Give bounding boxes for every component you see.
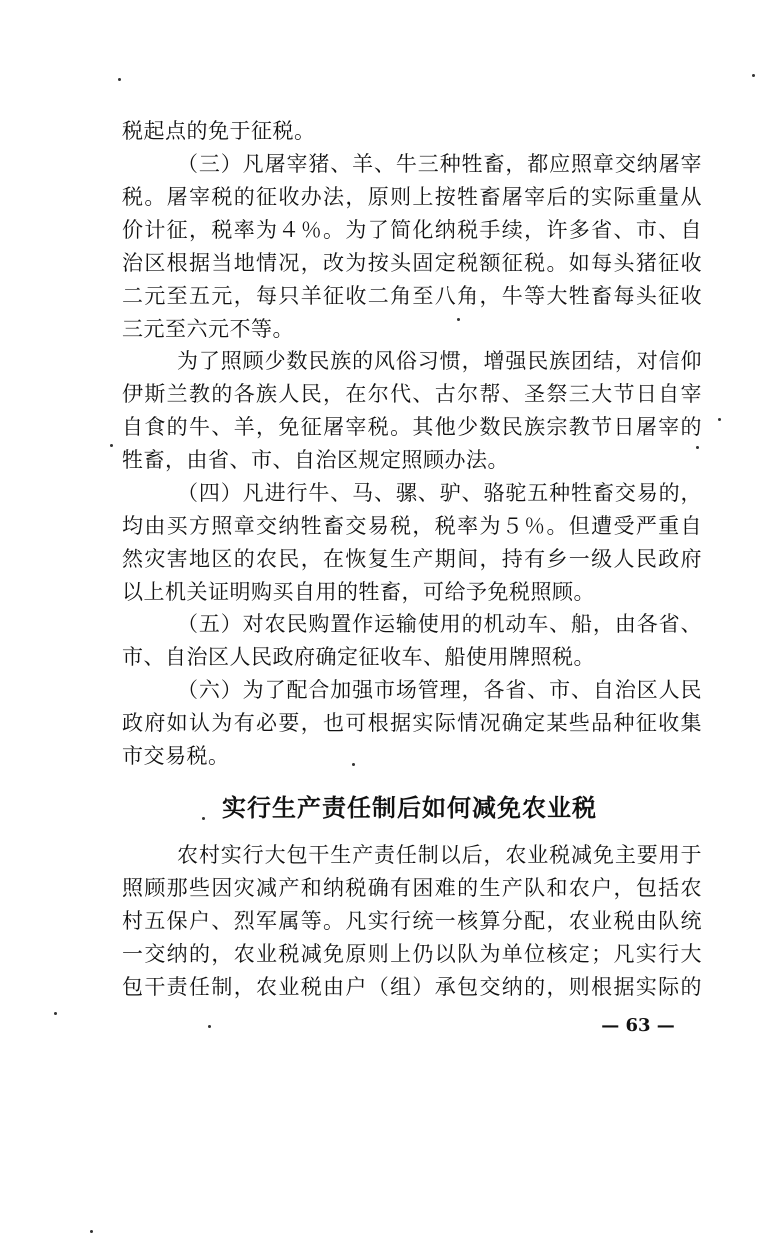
text-line: 以上机关证明购买自用的牲畜，可给予免税照顾。 [122, 580, 595, 604]
text-line: 政府如认为有必要，也可根据实际情况确定某些品种征收集 [122, 711, 702, 735]
text-line: 村五保户、烈军属等。凡实行统一核算分配，农业税由队统 [122, 909, 702, 933]
text-line: 治区根据当地情况，改为按头固定税额征税。如每头猪征收 [122, 251, 702, 275]
scan-speck [208, 1025, 211, 1028]
text-line: 三元至六元不等。 [122, 317, 294, 341]
scan-speck [752, 74, 755, 77]
text-line: 市交易税。 [122, 744, 230, 768]
scan-speck [54, 1012, 57, 1015]
text-line: （六）为了配合加强市场管理，各省、市、自治区人民 [177, 678, 702, 702]
section-heading: 实行生产责任制后如何减免农业税 [222, 793, 597, 822]
text-line: 伊斯兰教的各族人民，在尔代、古尔帮、圣祭三大节日自宰 [122, 382, 702, 406]
text-line: 税。屠宰税的征收办法，原则上按牲畜屠宰后的实际重量从 [122, 185, 702, 209]
text-line: 然灾害地区的农民，在恢复生产期间，持有乡一级人民政府 [122, 547, 702, 571]
text-line: （三）凡屠宰猪、羊、牛三种牲畜，都应照章交纳屠宰 [177, 152, 702, 176]
text-line: （五）对农民购置作运输使用的机动车、船，由各省、 [177, 612, 702, 636]
scan-speck [202, 817, 205, 820]
text-line: 农村实行大包干生产责任制以后，农业税减免主要用于 [177, 843, 702, 867]
text-line: 照顾那些因灾减产和纳税确有困难的生产队和农户，包括农 [122, 876, 702, 900]
text-line: 均由买方照章交纳牲畜交易税，税率为５％。但遭受严重自 [122, 514, 702, 538]
scan-speck [718, 418, 721, 421]
scan-speck [696, 446, 699, 449]
page-number: — 63 — [601, 1015, 675, 1036]
text-line: 税起点的免于征税。 [122, 119, 316, 143]
text-line: 市、自治区人民政府确定征收车、船使用牌照税。 [122, 645, 595, 669]
scan-speck [457, 318, 460, 321]
text-line: 自食的牛、羊，免征屠宰税。其他少数民族宗教节日屠宰的 [122, 415, 702, 439]
scan-speck [118, 78, 121, 81]
scan-speck [110, 444, 113, 447]
text-line: 包干责任制，农业税由户（组）承包交纳的，则根据实际的 [122, 975, 702, 999]
scan-speck [352, 763, 355, 766]
text-line: 为了照顾少数民族的风俗习惯，增强民族团结，对信仰 [177, 349, 702, 373]
text-line: 二元至五元，每只羊征收二角至八角，牛等大牲畜每头征收 [122, 284, 702, 308]
text-line: （四）凡进行牛、马、骡、驴、骆驼五种牲畜交易的， [177, 481, 702, 505]
scan-speck [90, 1230, 93, 1233]
text-line: 一交纳的，农业税减免原则上仍以队为单位核定；凡实行大 [122, 942, 702, 966]
text-line: 价计征，税率为４％。为了简化纳税手续，许多省、市、自 [122, 218, 702, 242]
text-line: 牲畜，由省、市、自治区规定照顾办法。 [122, 448, 509, 472]
